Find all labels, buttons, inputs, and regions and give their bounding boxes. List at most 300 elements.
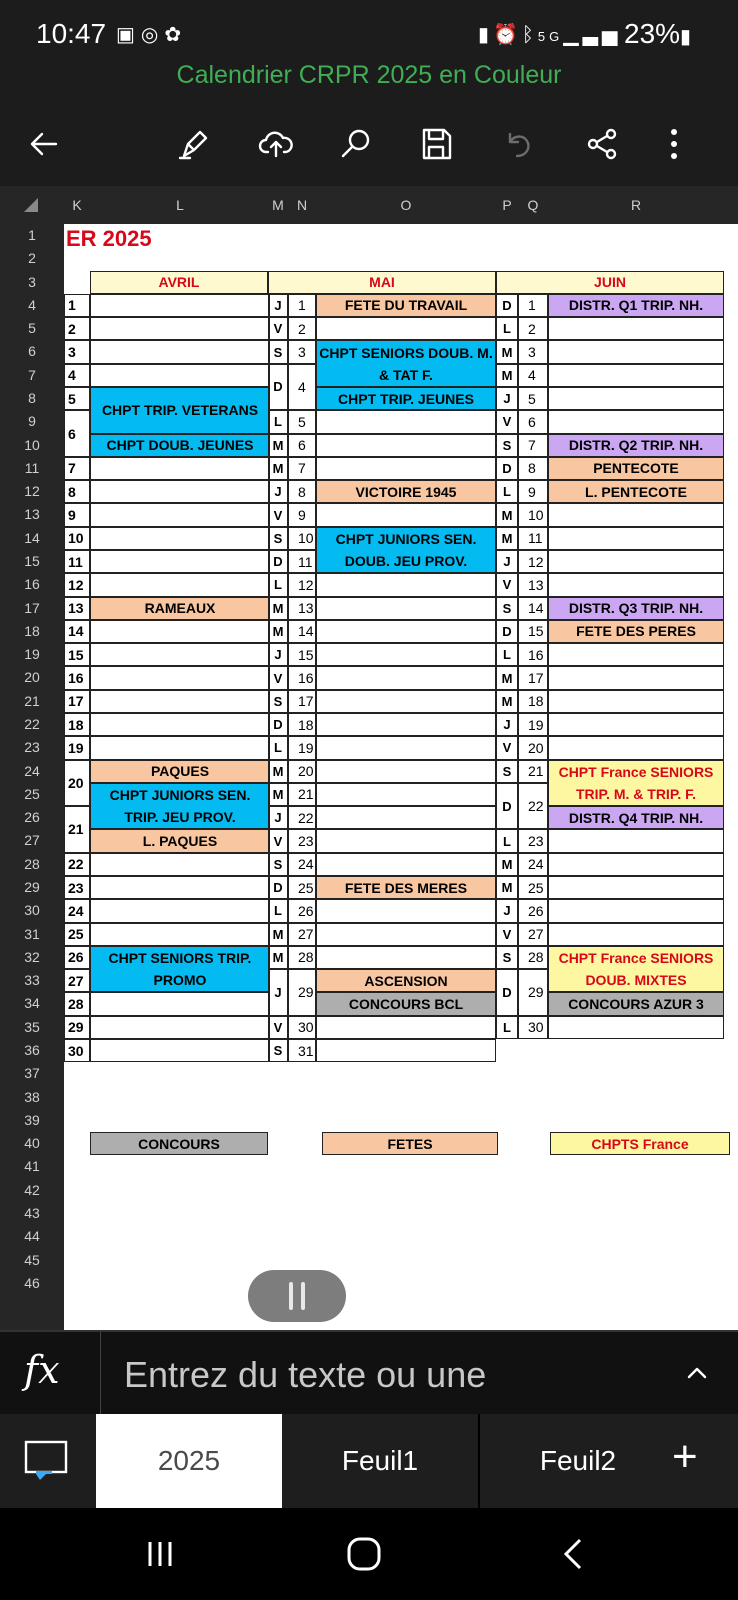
june-event-empty[interactable] xyxy=(548,527,724,550)
row-header[interactable]: 18 xyxy=(24,622,40,639)
cell-grid[interactable] xyxy=(64,224,738,1330)
row-header[interactable]: 34 xyxy=(24,995,40,1012)
may-day-number[interactable]: 9 xyxy=(288,503,316,526)
june-event[interactable]: FETE DES PERES xyxy=(548,620,724,643)
april-event-empty[interactable] xyxy=(90,923,270,946)
row-header[interactable]: 4 xyxy=(28,296,36,313)
june-event-empty[interactable] xyxy=(548,317,724,340)
june-day-number[interactable]: 30 xyxy=(518,1016,548,1039)
april-event-empty[interactable] xyxy=(90,899,270,922)
may-day-number[interactable]: 24 xyxy=(288,853,316,876)
april-day-number[interactable]: 3 xyxy=(64,340,90,363)
may-event-empty[interactable] xyxy=(316,666,496,689)
may-day-number[interactable]: 1 xyxy=(288,294,316,317)
june-day-number[interactable]: 28 xyxy=(518,946,548,969)
june-day-letter[interactable]: V xyxy=(496,410,518,433)
tab-feuil1[interactable]: Feuil1 xyxy=(341,1445,419,1476)
row-header[interactable]: 22 xyxy=(24,715,40,732)
may-event-empty[interactable] xyxy=(316,1016,496,1039)
june-day-number[interactable]: 2 xyxy=(518,317,548,340)
row-header[interactable]: 16 xyxy=(24,576,40,593)
june-day-number[interactable]: 23 xyxy=(518,829,548,852)
june-day-letter[interactable]: D xyxy=(496,969,518,1016)
row-header[interactable]: 41 xyxy=(24,1158,40,1175)
column-header-m[interactable]: M xyxy=(272,197,284,213)
april-day-number[interactable]: 1 xyxy=(64,294,90,317)
april-day-number[interactable]: 14 xyxy=(64,620,90,643)
april-event-empty[interactable] xyxy=(90,527,270,550)
june-day-number[interactable]: 22 xyxy=(518,783,548,830)
legend-concours[interactable]: CONCOURS xyxy=(90,1132,268,1155)
june-day-letter[interactable]: S xyxy=(496,760,518,783)
april-event-empty[interactable] xyxy=(90,643,270,666)
undo-icon[interactable] xyxy=(494,120,542,168)
edit-icon[interactable] xyxy=(170,120,218,168)
april-day-number[interactable]: 18 xyxy=(64,713,90,736)
upload-icon[interactable] xyxy=(252,120,300,168)
june-event[interactable]: DISTR. Q4 TRIP. NH. xyxy=(548,806,724,829)
may-event-empty[interactable] xyxy=(316,690,496,713)
june-day-letter[interactable]: M xyxy=(496,527,518,550)
column-header-r[interactable]: R xyxy=(630,197,642,213)
may-event-empty[interactable] xyxy=(316,760,496,783)
row-header[interactable]: 1 xyxy=(28,227,36,243)
june-event[interactable]: DISTR. Q1 TRIP. NH. xyxy=(548,294,724,317)
may-event-empty[interactable] xyxy=(316,317,496,340)
may-day-letter[interactable]: M xyxy=(268,620,288,643)
may-day-number[interactable]: 2 xyxy=(288,317,316,340)
row-header[interactable]: 5 xyxy=(28,320,36,337)
may-day-letter[interactable]: J xyxy=(268,806,288,829)
column-header-k[interactable]: K xyxy=(72,197,82,213)
june-day-number[interactable]: 11 xyxy=(518,527,548,550)
june-day-number[interactable]: 6 xyxy=(518,410,548,433)
may-event-empty[interactable] xyxy=(316,620,496,643)
row-header[interactable]: 29 xyxy=(24,878,40,895)
row-header[interactable]: 3 xyxy=(28,273,36,290)
april-event-empty[interactable] xyxy=(90,853,270,876)
row-header[interactable]: 7 xyxy=(28,366,36,383)
row-header[interactable]: 42 xyxy=(24,1181,40,1198)
may-day-number[interactable]: 29 xyxy=(288,969,316,1016)
april-day-number[interactable]: 26 xyxy=(64,946,90,969)
may-day-letter[interactable]: S xyxy=(268,527,288,550)
month-header-may[interactable]: MAI xyxy=(268,271,496,294)
may-event-empty[interactable] xyxy=(316,643,496,666)
june-day-letter[interactable]: D xyxy=(496,620,518,643)
june-event-empty[interactable] xyxy=(548,899,724,922)
june-day-letter[interactable]: J xyxy=(496,387,518,410)
search-icon[interactable] xyxy=(332,120,380,168)
column-header-n[interactable]: N xyxy=(296,197,308,213)
may-day-number[interactable]: 22 xyxy=(288,806,316,829)
april-event-empty[interactable] xyxy=(90,690,270,713)
may-day-number[interactable]: 28 xyxy=(288,946,316,969)
june-event-empty[interactable] xyxy=(548,666,724,689)
column-header-q[interactable]: Q xyxy=(527,197,539,213)
may-day-number[interactable]: 14 xyxy=(288,620,316,643)
month-header-april[interactable]: AVRIL xyxy=(90,271,268,294)
april-day-number[interactable]: 24 xyxy=(64,899,90,922)
june-event[interactable]: DISTR. Q2 TRIP. NH. xyxy=(548,434,724,457)
april-event-empty[interactable] xyxy=(90,1039,270,1062)
may-day-number[interactable]: 23 xyxy=(288,829,316,852)
select-all-corner[interactable] xyxy=(24,198,38,212)
may-day-letter[interactable]: J xyxy=(268,480,288,503)
april-event-empty[interactable] xyxy=(90,666,270,689)
june-day-letter[interactable]: L xyxy=(496,480,518,503)
june-day-letter[interactable]: S xyxy=(496,597,518,620)
june-day-letter[interactable]: D xyxy=(496,783,518,830)
row-header[interactable]: 26 xyxy=(24,809,40,826)
april-event-empty[interactable] xyxy=(90,340,270,363)
june-event-empty[interactable] xyxy=(548,713,724,736)
june-event-empty[interactable] xyxy=(548,550,724,573)
row-header[interactable]: 15 xyxy=(24,552,40,569)
april-day-number[interactable]: 9 xyxy=(64,503,90,526)
may-day-letter[interactable]: L xyxy=(268,573,288,596)
row-header[interactable]: 20 xyxy=(24,669,40,686)
june-event-empty[interactable] xyxy=(548,340,724,363)
june-event[interactable]: DISTR. Q3 TRIP. NH. xyxy=(548,597,724,620)
june-event-empty[interactable] xyxy=(548,643,724,666)
june-event-empty[interactable] xyxy=(548,923,724,946)
column-header-p[interactable]: P xyxy=(502,197,512,213)
april-event-empty[interactable] xyxy=(90,364,270,387)
june-day-number[interactable]: 8 xyxy=(518,457,548,480)
april-event[interactable]: PAQUES xyxy=(90,760,270,783)
april-event-empty[interactable] xyxy=(90,620,270,643)
row-header[interactable]: 23 xyxy=(24,739,40,756)
june-day-number[interactable]: 19 xyxy=(518,713,548,736)
may-event[interactable]: CONCOURS BCL xyxy=(316,992,496,1015)
may-day-letter[interactable]: S xyxy=(268,690,288,713)
row-header[interactable]: 27 xyxy=(24,832,40,849)
april-day-number[interactable]: 22 xyxy=(64,853,90,876)
june-day-letter[interactable]: J xyxy=(496,713,518,736)
tab-feuil2[interactable]: Feuil2 xyxy=(539,1445,617,1476)
june-day-number[interactable]: 21 xyxy=(518,760,548,783)
april-day-number[interactable]: 6 xyxy=(64,410,90,457)
june-day-number[interactable]: 9 xyxy=(518,480,548,503)
month-header-june[interactable]: JUIN xyxy=(496,271,724,294)
home-icon[interactable] xyxy=(340,1530,388,1578)
may-day-letter[interactable]: D xyxy=(268,876,288,899)
may-day-number[interactable]: 8 xyxy=(288,480,316,503)
june-event-empty[interactable] xyxy=(548,387,724,410)
june-day-letter[interactable]: M xyxy=(496,364,518,387)
may-event-empty[interactable] xyxy=(316,713,496,736)
june-event[interactable]: L. PENTECOTE xyxy=(548,480,724,503)
may-day-letter[interactable]: J xyxy=(268,294,288,317)
may-day-number[interactable]: 6 xyxy=(288,434,316,457)
legend-chpts-france[interactable]: CHPTS France xyxy=(550,1132,730,1155)
april-day-number[interactable]: 11 xyxy=(64,550,90,573)
june-day-letter[interactable]: D xyxy=(496,294,518,317)
may-day-number[interactable]: 10 xyxy=(288,527,316,550)
may-event[interactable]: FETE DU TRAVAIL xyxy=(316,294,496,317)
column-header-l[interactable]: L xyxy=(176,197,184,213)
may-day-number[interactable]: 19 xyxy=(288,736,316,759)
row-header[interactable]: 21 xyxy=(24,692,40,709)
april-day-number[interactable]: 8 xyxy=(64,480,90,503)
may-day-number[interactable]: 31 xyxy=(288,1039,316,1062)
april-day-number[interactable]: 15 xyxy=(64,643,90,666)
june-day-letter[interactable]: L xyxy=(496,317,518,340)
row-header[interactable]: 28 xyxy=(24,855,40,872)
june-day-number[interactable]: 5 xyxy=(518,387,548,410)
row-header[interactable]: 12 xyxy=(24,483,40,500)
june-day-letter[interactable]: M xyxy=(496,853,518,876)
row-header[interactable]: 14 xyxy=(24,529,40,546)
april-event[interactable]: CHPT DOUB. JEUNES xyxy=(90,434,270,457)
june-day-letter[interactable]: V xyxy=(496,736,518,759)
may-day-number[interactable]: 18 xyxy=(288,713,316,736)
may-day-number[interactable]: 17 xyxy=(288,690,316,713)
april-event[interactable]: RAMEAUX xyxy=(90,597,270,620)
june-event-empty[interactable] xyxy=(548,829,724,852)
april-day-number[interactable]: 19 xyxy=(64,736,90,759)
may-day-number[interactable]: 13 xyxy=(288,597,316,620)
row-header[interactable]: 6 xyxy=(28,343,36,360)
april-day-number[interactable]: 29 xyxy=(64,1016,90,1039)
row-header[interactable]: 36 xyxy=(24,1041,40,1058)
april-day-number[interactable]: 2 xyxy=(64,317,90,340)
may-day-letter[interactable]: V xyxy=(268,829,288,852)
may-event[interactable]: VICTOIRE 1945 xyxy=(316,480,496,503)
may-event-empty[interactable] xyxy=(316,783,496,806)
may-event-empty[interactable] xyxy=(316,434,496,457)
row-header[interactable]: 45 xyxy=(24,1251,40,1268)
may-day-number[interactable]: 12 xyxy=(288,573,316,596)
row-header[interactable]: 37 xyxy=(24,1065,40,1082)
april-day-number[interactable]: 21 xyxy=(64,806,90,853)
row-header[interactable]: 17 xyxy=(24,599,40,616)
may-day-letter[interactable]: V xyxy=(268,1016,288,1039)
april-event-empty[interactable] xyxy=(90,294,270,317)
share-icon[interactable] xyxy=(578,120,626,168)
chevron-up-icon[interactable] xyxy=(682,1358,712,1388)
april-day-number[interactable]: 5 xyxy=(64,387,90,410)
scroll-handle[interactable] xyxy=(248,1270,346,1322)
may-day-number[interactable]: 27 xyxy=(288,923,316,946)
may-day-letter[interactable]: V xyxy=(268,317,288,340)
june-event-empty[interactable] xyxy=(548,853,724,876)
may-event-empty[interactable] xyxy=(316,457,496,480)
may-day-number[interactable]: 5 xyxy=(288,410,316,433)
june-day-number[interactable]: 25 xyxy=(518,876,548,899)
may-day-letter[interactable]: M xyxy=(268,760,288,783)
june-day-letter[interactable]: L xyxy=(496,643,518,666)
april-day-number[interactable]: 13 xyxy=(64,597,90,620)
may-day-number[interactable]: 30 xyxy=(288,1016,316,1039)
june-event[interactable]: CHPT France SENIORS TRIP. M. & TRIP. F. xyxy=(548,760,724,807)
june-day-letter[interactable]: L xyxy=(496,829,518,852)
june-day-letter[interactable]: M xyxy=(496,666,518,689)
may-event-empty[interactable] xyxy=(316,410,496,433)
june-day-letter[interactable]: M xyxy=(496,340,518,363)
sheet-title[interactable]: ER 2025 xyxy=(66,226,152,251)
may-event-empty[interactable] xyxy=(316,946,496,969)
row-header[interactable]: 46 xyxy=(24,1274,40,1291)
formula-input[interactable]: Entrez du texte ou une xyxy=(124,1354,487,1395)
june-event-empty[interactable] xyxy=(548,736,724,759)
june-event[interactable]: CONCOURS AZUR 3 xyxy=(548,992,724,1015)
may-event-empty[interactable] xyxy=(316,736,496,759)
row-header[interactable]: 8 xyxy=(28,389,36,406)
may-event[interactable]: ASCENSION xyxy=(316,969,496,992)
row-header[interactable]: 33 xyxy=(24,972,40,989)
june-event-empty[interactable] xyxy=(548,690,724,713)
may-event[interactable]: CHPT TRIP. JEUNES xyxy=(316,387,496,410)
june-event-empty[interactable] xyxy=(548,573,724,596)
june-day-number[interactable]: 16 xyxy=(518,643,548,666)
row-header[interactable]: 39 xyxy=(24,1111,40,1128)
row-header[interactable]: 25 xyxy=(24,785,40,802)
april-day-number[interactable]: 16 xyxy=(64,666,90,689)
april-day-number[interactable]: 7 xyxy=(64,457,90,480)
june-day-number[interactable]: 3 xyxy=(518,340,548,363)
may-day-letter[interactable]: D xyxy=(268,550,288,573)
may-day-letter[interactable]: S xyxy=(268,340,288,363)
may-day-number[interactable]: 7 xyxy=(288,457,316,480)
may-day-number[interactable]: 11 xyxy=(288,550,316,573)
june-day-letter[interactable]: M xyxy=(496,690,518,713)
june-day-letter[interactable]: V xyxy=(496,573,518,596)
april-day-number[interactable]: 10 xyxy=(64,527,90,550)
may-day-number[interactable]: 25 xyxy=(288,876,316,899)
may-day-number[interactable]: 21 xyxy=(288,783,316,806)
may-day-number[interactable]: 15 xyxy=(288,643,316,666)
june-day-number[interactable]: 1 xyxy=(518,294,548,317)
june-day-letter[interactable]: V xyxy=(496,923,518,946)
june-event-empty[interactable] xyxy=(548,1016,724,1039)
june-day-letter[interactable]: D xyxy=(496,457,518,480)
row-header[interactable]: 10 xyxy=(24,436,40,453)
may-day-letter[interactable]: J xyxy=(268,969,288,1016)
june-event[interactable]: CHPT France SENIORS DOUB. MIXTES xyxy=(548,946,724,993)
may-event[interactable]: CHPT JUNIORS SEN. DOUB. JEU PROV. xyxy=(316,527,496,574)
april-day-number[interactable]: 28 xyxy=(64,992,90,1015)
april-day-number[interactable]: 30 xyxy=(64,1039,90,1062)
row-header[interactable]: 38 xyxy=(24,1088,40,1105)
april-event-empty[interactable] xyxy=(90,876,270,899)
may-day-letter[interactable]: D xyxy=(268,713,288,736)
june-event-empty[interactable] xyxy=(548,503,724,526)
june-day-number[interactable]: 10 xyxy=(518,503,548,526)
june-day-letter[interactable]: M xyxy=(496,503,518,526)
june-day-letter[interactable]: J xyxy=(496,899,518,922)
may-day-number[interactable]: 3 xyxy=(288,340,316,363)
may-day-letter[interactable]: L xyxy=(268,410,288,433)
april-day-number[interactable]: 23 xyxy=(64,876,90,899)
row-header[interactable]: 44 xyxy=(24,1228,40,1245)
june-event-empty[interactable] xyxy=(548,876,724,899)
may-day-letter[interactable]: V xyxy=(268,503,288,526)
add-sheet-button[interactable]: + xyxy=(672,1432,698,1481)
april-day-number[interactable]: 20 xyxy=(64,760,90,807)
june-day-number[interactable]: 4 xyxy=(518,364,548,387)
may-event-empty[interactable] xyxy=(316,573,496,596)
june-day-letter[interactable]: M xyxy=(496,876,518,899)
june-day-number[interactable]: 29 xyxy=(518,969,548,1016)
june-day-number[interactable]: 7 xyxy=(518,434,548,457)
april-day-number[interactable]: 4 xyxy=(64,364,90,387)
april-event-empty[interactable] xyxy=(90,503,270,526)
april-event-empty[interactable] xyxy=(90,736,270,759)
back-icon[interactable] xyxy=(20,120,68,168)
row-header[interactable]: 32 xyxy=(24,948,40,965)
may-day-letter[interactable]: M xyxy=(268,597,288,620)
may-day-letter[interactable]: M xyxy=(268,946,288,969)
row-header[interactable]: 31 xyxy=(24,925,40,942)
sheet-list-icon[interactable] xyxy=(24,1440,68,1480)
april-event-empty[interactable] xyxy=(90,550,270,573)
april-event[interactable]: CHPT JUNIORS SEN. TRIP. JEU PROV. xyxy=(90,783,270,830)
april-event[interactable]: L. PAQUES xyxy=(90,829,270,852)
june-event[interactable]: PENTECOTE xyxy=(548,457,724,480)
row-header[interactable]: 30 xyxy=(24,902,40,919)
april-event[interactable]: CHPT SENIORS TRIP. PROMO xyxy=(90,946,270,993)
may-day-letter[interactable]: L xyxy=(268,899,288,922)
row-header[interactable]: 9 xyxy=(28,413,36,430)
may-day-letter[interactable]: M xyxy=(268,783,288,806)
may-event-empty[interactable] xyxy=(316,829,496,852)
april-event-empty[interactable] xyxy=(90,573,270,596)
spreadsheet[interactable] xyxy=(0,186,738,1330)
may-day-letter[interactable]: M xyxy=(268,434,288,457)
may-day-letter[interactable]: J xyxy=(268,643,288,666)
legend-fetes[interactable]: FETES xyxy=(322,1132,498,1155)
may-event-empty[interactable] xyxy=(316,806,496,829)
row-header[interactable]: 24 xyxy=(24,762,40,779)
june-day-number[interactable]: 12 xyxy=(518,550,548,573)
may-event-empty[interactable] xyxy=(316,923,496,946)
april-day-number[interactable]: 17 xyxy=(64,690,90,713)
june-day-number[interactable]: 27 xyxy=(518,923,548,946)
april-event-empty[interactable] xyxy=(90,457,270,480)
april-event-empty[interactable] xyxy=(90,713,270,736)
may-event-empty[interactable] xyxy=(316,1039,496,1062)
may-day-letter[interactable]: V xyxy=(268,666,288,689)
row-header[interactable]: 11 xyxy=(24,459,40,476)
april-day-number[interactable]: 12 xyxy=(64,573,90,596)
tab-2025[interactable]: 2025 xyxy=(96,1414,282,1508)
june-day-number[interactable]: 24 xyxy=(518,853,548,876)
june-event-empty[interactable] xyxy=(548,364,724,387)
row-header[interactable]: 43 xyxy=(24,1204,40,1221)
may-event-empty[interactable] xyxy=(316,899,496,922)
june-day-letter[interactable]: J xyxy=(496,550,518,573)
may-event[interactable]: FETE DES MERES xyxy=(316,876,496,899)
column-header-o[interactable]: O xyxy=(400,197,412,213)
row-header[interactable]: 13 xyxy=(24,506,40,523)
row-header[interactable]: 40 xyxy=(24,1135,40,1152)
june-event-empty[interactable] xyxy=(548,410,724,433)
june-day-number[interactable]: 17 xyxy=(518,666,548,689)
may-day-letter[interactable]: S xyxy=(268,1039,288,1062)
june-day-number[interactable]: 18 xyxy=(518,690,548,713)
june-day-number[interactable]: 15 xyxy=(518,620,548,643)
april-event-empty[interactable] xyxy=(90,480,270,503)
april-day-number[interactable]: 27 xyxy=(64,969,90,992)
april-day-number[interactable]: 25 xyxy=(64,923,90,946)
may-day-number[interactable]: 4 xyxy=(288,364,316,411)
save-icon[interactable] xyxy=(412,120,460,168)
june-day-letter[interactable]: L xyxy=(496,1016,518,1039)
june-day-letter[interactable]: S xyxy=(496,946,518,969)
april-event-empty[interactable] xyxy=(90,992,270,1015)
